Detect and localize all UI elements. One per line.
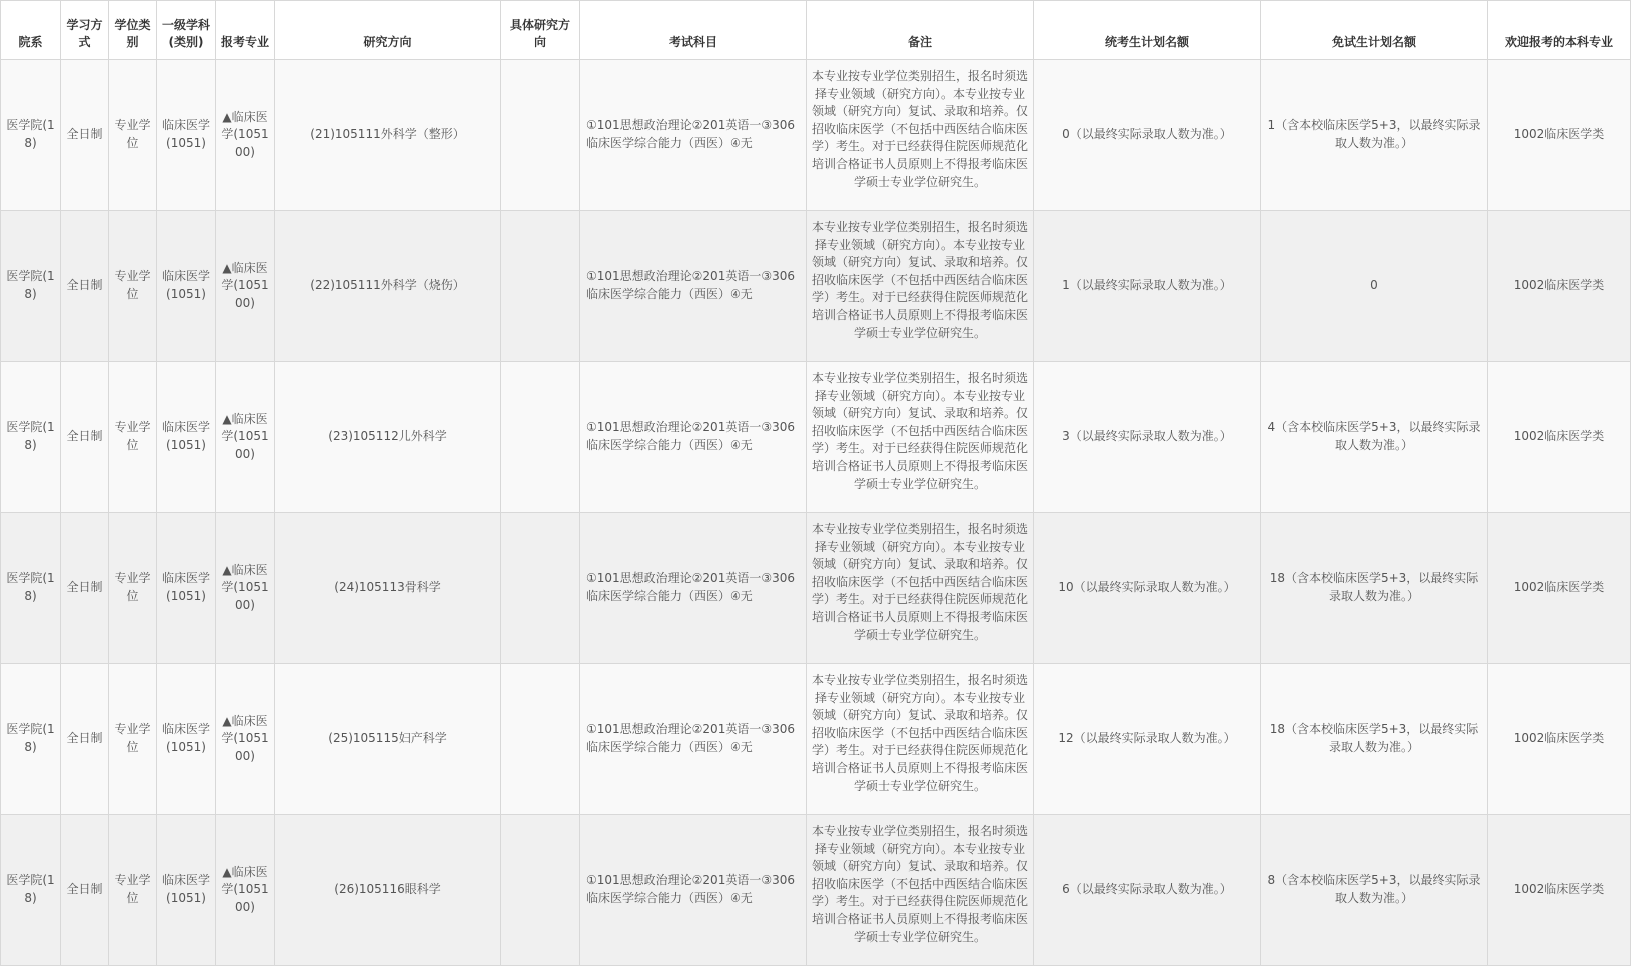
cell-study-mode: 全日制 [61, 513, 109, 664]
cell-specific-direction [501, 664, 580, 815]
cell-dept: 医学院(18) [1, 513, 61, 664]
header-remarks: 备注 [807, 1, 1034, 60]
cell-degree-type: 专业学位 [109, 664, 157, 815]
cell-major: ▲临床医学(105100) [216, 664, 275, 815]
cell-exempt-quota: 0 [1261, 211, 1488, 362]
table-row [1, 211, 1631, 362]
cell-exam-subjects: ①101思想政治理论②201英语一③306临床医学综合能力（西医）④无 [580, 815, 807, 966]
cell-unified-quota: 3（以最终实际录取人数为准。） [1034, 362, 1261, 513]
header-row [1, 1, 1631, 60]
cell-remarks: 本专业按专业学位类别招生，报名时须选择专业领域（研究方向）。本专业按专业领域（研究方向）复试、录取和培养。仅招收临床医学（不包括中西医结合临床医学）考生。对于已经获得住院医师规范化培训合格证书人员原则上不得报考临床医学硕士专业学位研究生。 [807, 513, 1034, 664]
cell-dept: 医学院(18) [1, 362, 61, 513]
cell-specific-direction [501, 815, 580, 966]
table-row [1, 513, 1631, 664]
cell-dept: 医学院(18) [1, 211, 61, 362]
cell-research-direction: (26)105116眼科学 [275, 815, 501, 966]
cell-discipline: 临床医学(1051) [157, 664, 216, 815]
cell-degree-type: 专业学位 [109, 211, 157, 362]
cell-discipline: 临床医学(1051) [157, 362, 216, 513]
cell-research-direction: (21)105111外科学（整形） [275, 60, 501, 211]
cell-study-mode: 全日制 [61, 664, 109, 815]
cell-unified-quota: 10（以最终实际录取人数为准。） [1034, 513, 1261, 664]
cell-discipline: 临床医学(1051) [157, 60, 216, 211]
header-degree-type: 学位类别 [109, 1, 157, 60]
header-exempt-quota: 免试生计划名额 [1261, 1, 1488, 60]
cell-exempt-quota: 18（含本校临床医学5+3，以最终实际录取人数为准。） [1261, 513, 1488, 664]
cell-discipline: 临床医学(1051) [157, 815, 216, 966]
cell-welcome-majors: 1002临床医学类 [1488, 513, 1631, 664]
cell-study-mode: 全日制 [61, 211, 109, 362]
cell-exam-subjects: ①101思想政治理论②201英语一③306临床医学综合能力（西医）④无 [580, 211, 807, 362]
cell-degree-type: 专业学位 [109, 815, 157, 966]
header-welcome-majors: 欢迎报考的本科专业 [1488, 1, 1631, 60]
cell-exam-subjects: ①101思想政治理论②201英语一③306临床医学综合能力（西医）④无 [580, 664, 807, 815]
cell-specific-direction [501, 513, 580, 664]
table-header [1, 1, 1631, 60]
cell-degree-type: 专业学位 [109, 513, 157, 664]
header-major: 报考专业 [216, 1, 275, 60]
cell-welcome-majors: 1002临床医学类 [1488, 60, 1631, 211]
cell-study-mode: 全日制 [61, 60, 109, 211]
cell-major: ▲临床医学(105100) [216, 60, 275, 211]
cell-study-mode: 全日制 [61, 815, 109, 966]
header-study-mode: 学习方式 [61, 1, 109, 60]
cell-welcome-majors: 1002临床医学类 [1488, 362, 1631, 513]
header-unified-quota: 统考生计划名额 [1034, 1, 1261, 60]
cell-dept: 医学院(18) [1, 60, 61, 211]
cell-remarks: 本专业按专业学位类别招生，报名时须选择专业领域（研究方向）。本专业按专业领域（研究方向）复试、录取和培养。仅招收临床医学（不包括中西医结合临床医学）考生。对于已经获得住院医师规范化培训合格证书人员原则上不得报考临床医学硕士专业学位研究生。 [807, 211, 1034, 362]
table-row [1, 60, 1631, 211]
header-specific-direction: 具体研究方向 [501, 1, 580, 60]
cell-major: ▲临床医学(105100) [216, 513, 275, 664]
cell-unified-quota: 12（以最终实际录取人数为准。） [1034, 664, 1261, 815]
cell-remarks: 本专业按专业学位类别招生，报名时须选择专业领域（研究方向）。本专业按专业领域（研究方向）复试、录取和培养。仅招收临床医学（不包括中西医结合临床医学）考生。对于已经获得住院医师规范化培训合格证书人员原则上不得报考临床医学硕士专业学位研究生。 [807, 815, 1034, 966]
table-row [1, 362, 1631, 513]
cell-discipline: 临床医学(1051) [157, 211, 216, 362]
header-dept: 院系 [1, 1, 61, 60]
cell-remarks: 本专业按专业学位类别招生，报名时须选择专业领域（研究方向）。本专业按专业领域（研究方向）复试、录取和培养。仅招收临床医学（不包括中西医结合临床医学）考生。对于已经获得住院医师规范化培训合格证书人员原则上不得报考临床医学硕士专业学位研究生。 [807, 60, 1034, 211]
cell-degree-type: 专业学位 [109, 60, 157, 211]
cell-unified-quota: 0（以最终实际录取人数为准。） [1034, 60, 1261, 211]
cell-welcome-majors: 1002临床医学类 [1488, 211, 1631, 362]
header-research-direction: 研究方向 [275, 1, 501, 60]
cell-research-direction: (22)105111外科学（烧伤） [275, 211, 501, 362]
cell-research-direction: (24)105113骨科学 [275, 513, 501, 664]
cell-unified-quota: 6（以最终实际录取人数为准。） [1034, 815, 1261, 966]
table-row [1, 815, 1631, 966]
cell-specific-direction [501, 60, 580, 211]
cell-discipline: 临床医学(1051) [157, 513, 216, 664]
cell-unified-quota: 1（以最终实际录取人数为准。） [1034, 211, 1261, 362]
cell-remarks: 本专业按专业学位类别招生，报名时须选择专业领域（研究方向）。本专业按专业领域（研究方向）复试、录取和培养。仅招收临床医学（不包括中西医结合临床医学）考生。对于已经获得住院医师规范化培训合格证书人员原则上不得报考临床医学硕士专业学位研究生。 [807, 362, 1034, 513]
header-discipline: 一级学科(类别) [157, 1, 216, 60]
cell-degree-type: 专业学位 [109, 362, 157, 513]
cell-research-direction: (25)105115妇产科学 [275, 664, 501, 815]
cell-exempt-quota: 8（含本校临床医学5+3，以最终实际录取人数为准。） [1261, 815, 1488, 966]
cell-specific-direction [501, 362, 580, 513]
cell-major: ▲临床医学(105100) [216, 211, 275, 362]
table-row [1, 664, 1631, 815]
table-body [1, 60, 1631, 966]
header-exam-subjects: 考试科目 [580, 1, 807, 60]
cell-exempt-quota: 1（含本校临床医学5+3，以最终实际录取人数为准。） [1261, 60, 1488, 211]
cell-dept: 医学院(18) [1, 664, 61, 815]
cell-major: ▲临床医学(105100) [216, 815, 275, 966]
cell-study-mode: 全日制 [61, 362, 109, 513]
cell-major: ▲临床医学(105100) [216, 362, 275, 513]
cell-exam-subjects: ①101思想政治理论②201英语一③306临床医学综合能力（西医）④无 [580, 362, 807, 513]
cell-exempt-quota: 18（含本校临床医学5+3，以最终实际录取人数为准。） [1261, 664, 1488, 815]
cell-exempt-quota: 4（含本校临床医学5+3，以最终实际录取人数为准。） [1261, 362, 1488, 513]
cell-dept: 医学院(18) [1, 815, 61, 966]
cell-welcome-majors: 1002临床医学类 [1488, 664, 1631, 815]
cell-welcome-majors: 1002临床医学类 [1488, 815, 1631, 966]
cell-remarks: 本专业按专业学位类别招生，报名时须选择专业领域（研究方向）。本专业按专业领域（研究方向）复试、录取和培养。仅招收临床医学（不包括中西医结合临床医学）考生。对于已经获得住院医师规范化培训合格证书人员原则上不得报考临床医学硕士专业学位研究生。 [807, 664, 1034, 815]
cell-specific-direction [501, 211, 580, 362]
cell-research-direction: (23)105112儿外科学 [275, 362, 501, 513]
cell-exam-subjects: ①101思想政治理论②201英语一③306临床医学综合能力（西医）④无 [580, 60, 807, 211]
cell-exam-subjects: ①101思想政治理论②201英语一③306临床医学综合能力（西医）④无 [580, 513, 807, 664]
